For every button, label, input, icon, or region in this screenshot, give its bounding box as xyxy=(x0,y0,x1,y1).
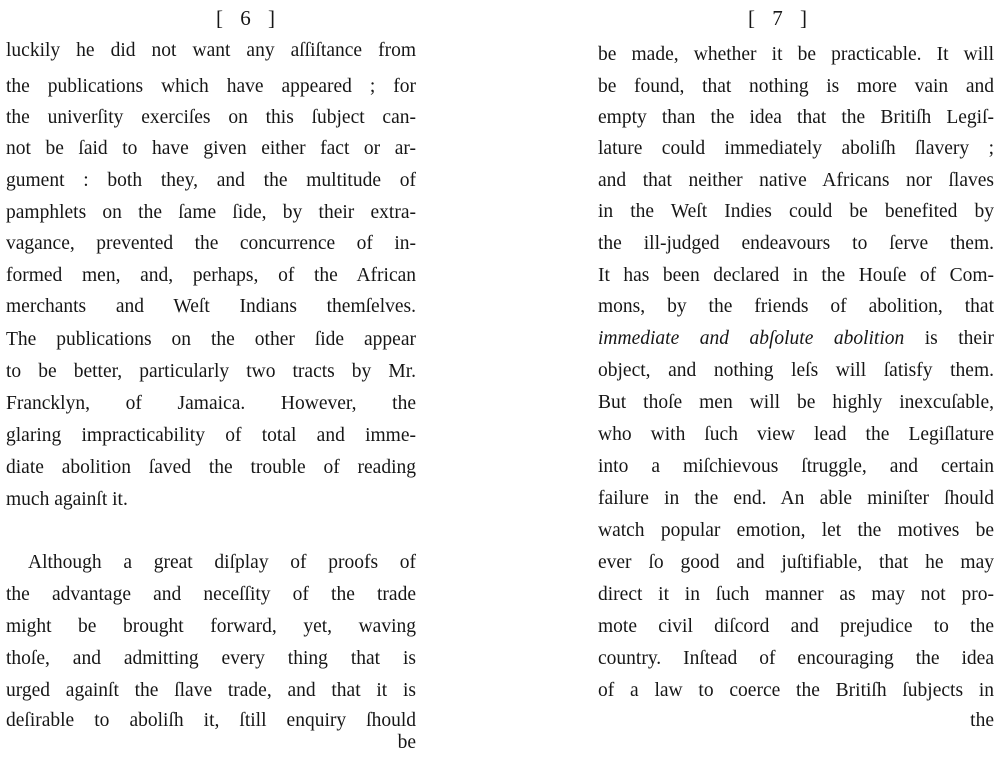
text-line: object, and nothing leſs will ſatisfy them. xyxy=(598,360,994,381)
text-line: pamphlets on the ſame ſide, by their extra- xyxy=(6,202,416,223)
text-line: country. Inſtead of encouraging the idea xyxy=(598,648,994,669)
text-line: urged againſt the ſlave trade, and that it is xyxy=(6,680,416,701)
text-line: thoſe, and admitting every thing that is xyxy=(6,648,416,669)
text-line: ever ſo good and juſtifiable, that he may xyxy=(598,552,994,573)
text-line: vagance, prevented the concurrence of in- xyxy=(6,233,416,254)
text-line: watch popular emotion, let the motives be xyxy=(598,520,994,541)
text-line: diate abolition ſaved the trouble of reading xyxy=(6,457,416,478)
left-page-number: [ 6 ] xyxy=(216,6,281,30)
text-line: It has been declared in the Houſe of Com- xyxy=(598,265,994,286)
text-line-italic-phrase xyxy=(598,324,994,354)
text-line: of a law to coerce the Britiſh ſubjects in xyxy=(598,680,994,701)
text-line: the publications which have appeared ; for xyxy=(6,76,416,97)
right-page-number: [ 7 ] xyxy=(748,6,813,30)
text-line: the ill-judged endeavours to ſerve them. xyxy=(598,233,994,254)
text-line: who with ſuch view lead the Legiſlature xyxy=(598,424,994,445)
italic-phrase: immediate and abſolute abolition xyxy=(598,328,905,349)
text-line: in the Weſt Indies could be benefited by xyxy=(598,201,994,222)
text-line: Although a great diſplay of proofs of xyxy=(28,552,416,573)
text-line: lature could immediately aboliſh ſlavery ; xyxy=(598,138,994,159)
text-line: to be better, particularly two tracts by Mr. xyxy=(6,361,416,382)
text-line: glaring impracticability of total and imme- xyxy=(6,425,416,446)
text-line: empty than the idea that the Britiſh Legiſ- xyxy=(598,107,994,128)
text-line: direct it in ſuch manner as may not pro- xyxy=(598,584,994,605)
text-line: mote civil diſcord and prejudice to the xyxy=(598,616,994,637)
text-line: much againſt it. xyxy=(6,489,128,510)
text-line: gument : both they, and the multitude of xyxy=(6,170,416,191)
text-line: Francklyn, of Jamaica. However, the xyxy=(6,393,416,414)
text-line: failure in the end. An able miniſter ſhould xyxy=(598,488,994,509)
text-line: deſirable to aboliſh it, ſtill enquiry ſhould xyxy=(6,710,416,731)
catchword: be xyxy=(397,732,416,753)
text-line: formed men, and, perhaps, of the African xyxy=(6,265,416,286)
text-line: be found, that nothing is more vain and xyxy=(598,76,994,97)
text-line: luckily he did not want any aſſiſtance from xyxy=(6,40,416,61)
text-line: the univerſity exerciſes on this ſubject can- xyxy=(6,107,416,128)
text-line: But thoſe men will be highly inexcuſable, xyxy=(598,392,994,413)
text-line: mons, by the friends of abolition, that xyxy=(598,296,994,317)
text-line: not be ſaid to have given either fact or ar- xyxy=(6,138,416,159)
text-line: and that neither native Africans nor ſlaves xyxy=(598,170,994,191)
line-tail: is their xyxy=(904,328,994,349)
text-line: merchants and Weſt Indians themſelves. xyxy=(6,296,416,317)
text-line: be made, whether it be practicable. It will xyxy=(598,44,994,65)
text-line: the advantage and neceſſity of the trade xyxy=(6,584,416,605)
catchword: the xyxy=(970,710,994,731)
text-line: into a miſchievous ſtruggle, and certain xyxy=(598,456,994,477)
text-line: might be brought forward, yet, waving xyxy=(6,616,416,637)
text-line: The publications on the other ſide appear xyxy=(6,329,416,350)
